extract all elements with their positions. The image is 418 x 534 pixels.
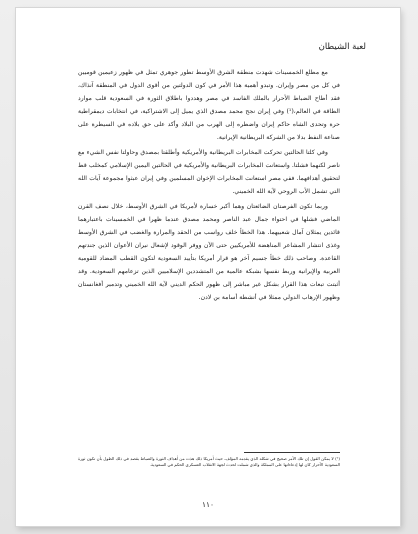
footnote: (¹) لا يمكن القول إن تلك الأمر صحيح في شكله الذي يقدمه المؤلف، حيث أمريكا ذلك هذت من أهداف الثورة والضباط بقصد في ذلك الطول بأن تكون ثورة السعودية الأحرار كان لها إدعاءاتها على المملكة والذي شملت لحدث لجهة الانقلاب العسكري الحكم في السعودية. bbox=[78, 456, 340, 468]
footnote-divider bbox=[244, 452, 340, 453]
running-header: لعبة الشيطان bbox=[318, 42, 366, 52]
paragraph: وفي كلتا الحالتين تحركت المخابرات البريطانية والأمريكية وأطلقتا بمصدق وحاولتا نفس الشيء مع ناصر لكنهما فشلتا. واستعانت المخابرات البريطانية والأمريكية في الحالتين اليمين الإسلامي كمخلب قط لتحقيق أهدافهما. ففي مصر استعانت المخابرات الإخوان المسلمين وفي إيران عبثوا مجموعة آيات الله التي تشمل الأب الروحي لآية الله الخميني. bbox=[78, 149, 340, 195]
paragraph: مع مطلع الخمسينات شهدت منطقة الشرق الأوسط تطور جوهري تمثل في ظهور زعيمين قوميين في كل من مصر وإيران. وتبدو أهمية هذا الأمر في كون الدولتين من أقوى الدول في المنطقة آنذاك، فقد أطاح الضباط الأحرار بالملك الفاسد في مصر وهددوا باطلاق الثورة في السعودية قلب موارد الطاقة في العالم،(¹) وفي إيران نجح محمد مصدق الذي يميل إلى الاشتراكية، في انتخابات ديمقراطية حرة وتحدى الشاه حاكم إيران واضطره إلى الهرب من البلاد وأكد على حق بلاده في السيطرة على صناعة النفط بدلا من الشركة البريطانية الإيرانية. bbox=[78, 69, 340, 141]
page-number: ١١٠ bbox=[201, 500, 215, 509]
paragraph: وربما تكون الفرصتان الضائعتان وهما أكبر خسارة لأمريكا في الشرق الأوسط، خلال نصف القرن الماضي فشلها في احتواء جمال عبد الناصر ومحمد مصدق عندما ظهرا في الخمسينات باعتبارهما قائدين يمثلان آمال شعبيهما. هذا الخطأ خلف رواسب من الحقد والمرارة والغضب في الشرق الأوسط وغذى انتشار المشاعر المناهضة للأمريكيين حتى الآن ووفر الوقود لإشعال نيران الأعوان الذين جندتهم القاعدة. وصاحب ذلك خطأ جسيم آخر هو قرار أمريكا بتأييد السعودية لتكون القطب المضاد للقومية العربية والإيرانية وربط نفسها بشبكة عالمية من المتشددين الإسلاميين الذين تزعامهم السعودية. وقد أثبتت تبعات هذا القرار بشكل غير مباشر إلى ظهور الحكم الديني لآية الله الخميني وتدمير أفغانستان وظهور الإرهاب الدولي ممثلا في أنشطة أسامة بن لادن. bbox=[78, 203, 340, 301]
document-page bbox=[16, 8, 400, 526]
body-text bbox=[78, 66, 340, 306]
